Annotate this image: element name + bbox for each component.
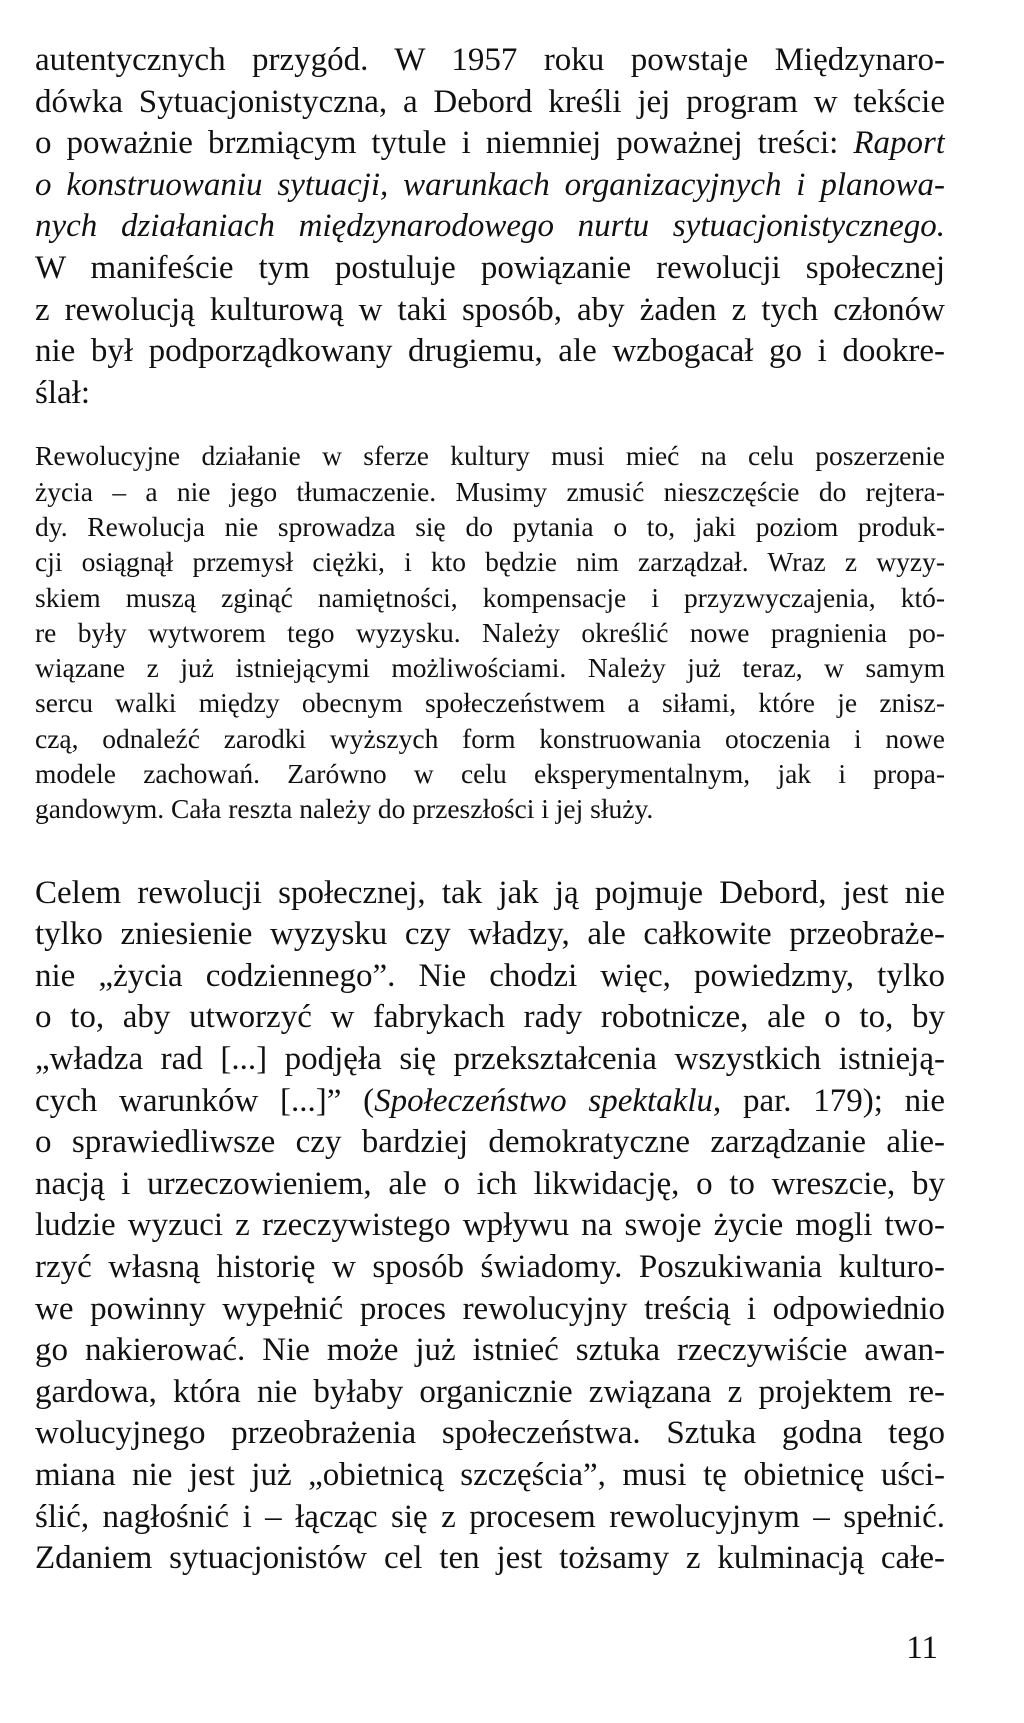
text-line (35, 165, 945, 207)
text-line: gardowa, która nie byłaby organicznie związana z projektem re- (35, 1373, 945, 1410)
italic-text: Raport (853, 125, 945, 162)
text-line: cji osiągnął przemysł ciężki, i kto będzie nim zarządzał. Wraz z wyzy- (35, 546, 945, 578)
page-content (35, 40, 945, 1580)
text-line: nacją i urzeczowieniem, ale o ich likwidację, o to wreszcie, by (35, 1165, 945, 1202)
text-line: tylko zniesienie wyzysku czy władzy, ale całkowite przeobraże- (35, 916, 945, 953)
text-line: dy. Rewolucja nie sprowadza się do pytania o to, jaki poziom produk- (35, 510, 945, 542)
text-line: W manifeście tym postuluje powiązanie rewolucji społecznej (35, 249, 945, 286)
text-line: modele zachowań. Zarówno w celu eksperymentalnym, jak i propa- (35, 758, 945, 790)
text-segment: o poważnie brzmiącym tytule i niemniej poważnej treści: (35, 125, 854, 162)
text-line (35, 123, 945, 165)
text-segment: cych warunków [...]” ( (35, 1082, 375, 1119)
italic-text: o konstruowaniu sytuacji, warunkach organizacyjnych i planowa- (35, 166, 945, 203)
paragraph-2 (35, 873, 945, 1580)
text-line: sercu walki między obecnym społeczeństwem a siłami, które je znisz- (35, 687, 945, 719)
text-line: re były wytworem tego wyzysku. Należy określić nowe pragnienia po- (35, 616, 945, 648)
italic-text: nych działaniach międzynarodowego nurtu sytuacjonistycznego. (35, 208, 945, 245)
text-line: rzyć własną historię w sposób świadomy. Poszukiwania kulturo- (35, 1248, 945, 1285)
text-line: go nakierować. Nie może już istnieć sztuka rzeczywiście awan- (35, 1332, 945, 1369)
text-line: wiązane z już istniejącymi możliwościami. Należy już teraz, w samym (35, 652, 945, 684)
italic-text: Społeczeństwo spektaklu (374, 1082, 713, 1119)
text-line: we powinny wypełnić proces rewolucyjny treścią i odpowiednio (35, 1290, 945, 1327)
text-line: miana nie jest już „obietnicą szczęścia”, musi tę obietnicę uści- (35, 1456, 945, 1493)
text-line: nie „życia codziennego”. Nie chodzi więc, powiedzmy, tylko (35, 957, 945, 994)
text-line (35, 1081, 945, 1123)
text-line: ślić, nagłośnić i – łącząc się z procesem rewolucyjnym – spełnić. (35, 1498, 945, 1535)
text-line: dówka Sytuacjonistyczna, a Debord kreśli jej program w tekście (35, 83, 945, 120)
text-line: ludzie wyzuci z rzeczywistego wpływu na swoje życie mogli two- (35, 1207, 945, 1244)
text-line: wolucyjnego przeobrażenia społeczeństwa. Sztuka godna tego (35, 1415, 945, 1452)
text-line: gandowym. Cała reszta należy do przeszłości i jej służy. (35, 793, 654, 825)
text-line: skiem muszą zginąć namiętności, kompensacje i przyzwyczajenia, któ- (35, 581, 945, 613)
text-line: autentycznych przygód. W 1957 roku powstaje Międzynaro- (35, 42, 945, 78)
text-line: życia – a nie jego tłumaczenie. Musimy zmusić nieszczęście do rejtera- (35, 475, 945, 507)
text-line: „władza rad [...] podjęła się przekształcenia wszystkich istnieją- (35, 1040, 945, 1077)
text-line: nie był podporządkowany drugiemu, ale wzbogacał go i dookre- (35, 333, 945, 370)
text-line: Zdaniem sytuacjonistów cel ten jest tożsamy z kulminacją całe- (35, 1540, 945, 1577)
paragraph-1 (35, 40, 945, 414)
text-line: Rewolucyjne działanie w sferze kultury musi mieć na celu poszerzenie (35, 440, 945, 472)
text-line: czą, odnaleźć zarodki wyższych form konstruowania otoczenia i nowe (35, 722, 945, 754)
text-line: Celem rewolucji społecznej, tak jak ją pojmuje Debord, jest nie (35, 874, 945, 911)
text-line: ślał: (35, 374, 90, 411)
text-line (35, 206, 945, 248)
text-line: o sprawiedliwsze czy bardziej demokratyczne zarządzanie alie- (35, 1124, 945, 1161)
text-line: z rewolucją kulturową w taki sposób, aby żaden z tych członów (35, 291, 945, 328)
block-quote (35, 438, 945, 826)
page-number: 11 (906, 1630, 938, 1666)
text-segment: , par. 179); nie (713, 1082, 945, 1119)
text-line: o to, aby utworzyć w fabrykach rady robotnicze, ale o to, by (35, 999, 945, 1036)
